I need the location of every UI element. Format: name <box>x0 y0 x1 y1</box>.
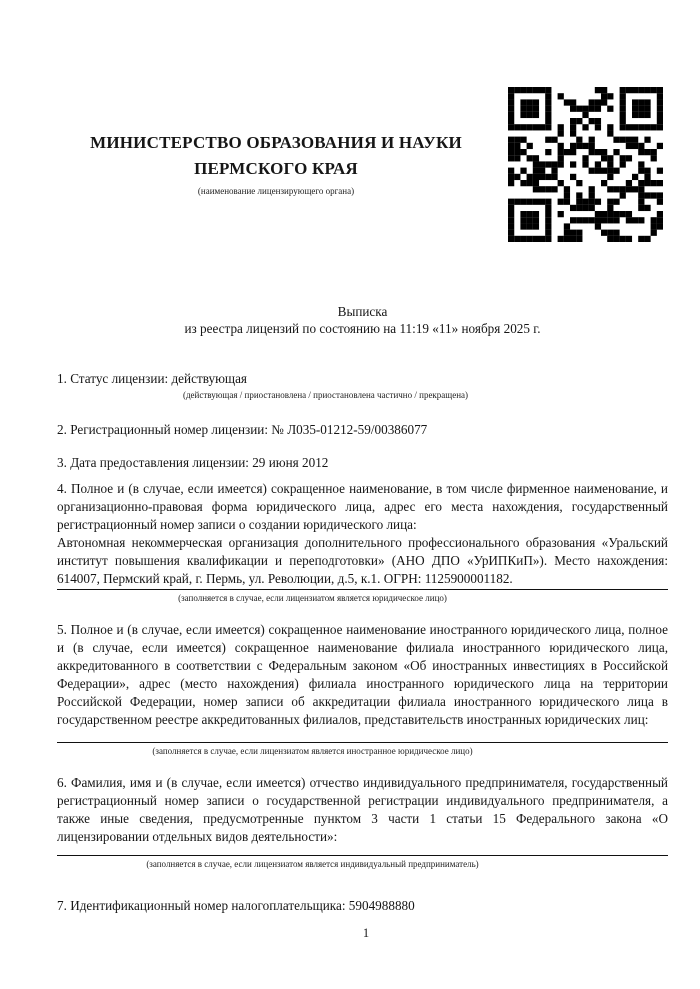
field-legal-entity <box>57 480 668 604</box>
individual-entrepreneur-label: 6. Фамилия, имя и (в случае, если имеется) отчество индивидуального предпринимателя, государственный регистрационный номер записи о государственной регистрации индивидуального предпринимателя, а также иные сведения, предусмотренные пунктом 3 части 1 статьи 15 Федерального закона «О лицензировании отдельных видов деятельности»: <box>57 775 668 844</box>
foreign-entity-underline <box>57 742 668 743</box>
legal-entity-caption: (заполняется в случае, если лицензиатом является юридическое лицо) <box>178 593 447 603</box>
legal-entity-label: 4. Полное и (в случае, если имеется) сокращенное наименование, в том числе фирменное наименование, и организационно-правовая форма юридического лица, адрес его места нахождения, государственный регистрационный номер записи о создании юридического лица: <box>57 481 668 532</box>
license-status-text: 1. Статус лицензии: действующая <box>57 371 248 386</box>
license-status-caption: (действующая / приостановлена / приостановлена частично / прекращена) <box>182 390 469 400</box>
field-foreign-entity <box>57 621 668 757</box>
field-grant-date <box>57 454 668 472</box>
field-registration-number <box>57 421 668 439</box>
grant-date-text: 3. Дата предоставления лицензии: 29 июня 2012 <box>57 455 329 470</box>
document-title-line1: Выписка <box>337 304 388 319</box>
field-individual-entrepreneur <box>57 774 668 870</box>
legal-entity-value: Автономная некоммерческая организация дополнительного профессионального образования «Уральский институт повышения квалификации и переподготовки» (АНО ДПО «УрИПКиП»). Место нахождения: 614007, Пермский край, г. Пермь, ул. Революции, д.5, к.1. ОГРН: 1125900001182. <box>57 535 668 586</box>
individual-entrepreneur-caption: (заполняется в случае, если лицензиатом является индивидуальный предприниматель) <box>146 859 479 869</box>
ministry-name-line1: МИНИСТЕРСТВО ОБРАЗОВАНИЯ И НАУКИ <box>90 133 462 152</box>
foreign-entity-label: 5. Полное и (в случае, если имеется) сокращенное наименование иностранного юридического лица, полное и (в случае, если имеется) сокращенное наименование филиала иностранного юридического лица, аккредитованного в соответствии с Федеральным законом «Об иностранных инвестициях в Российской Федерации», адрес (место нахождения) филиала иностранного юридического лица на территории Российской Федерации, номер записи об аккредитации филиала иностранного юридического лица в государственном реестре аккредитованных филиалов, представительств иностранных юридических лиц: <box>57 622 668 727</box>
ministry-header <box>40 130 512 197</box>
legal-entity-underline <box>57 589 668 590</box>
individual-entrepreneur-underline <box>57 855 668 856</box>
document-title-line2: из реестра лицензий по состоянию на 11:19 «11» ноября 2025 г. <box>184 321 541 336</box>
document-title <box>57 303 668 337</box>
registration-number-text: 2. Регистрационный номер лицензии: № Л035-01212-59/00386077 <box>57 422 428 437</box>
taxpayer-id-text: 7. Идентификационный номер налогоплательщика: 5904988880 <box>57 898 415 913</box>
ministry-caption: (наименование лицензирующего органа) <box>197 186 355 196</box>
qr-code-icon <box>508 87 663 242</box>
foreign-entity-caption: (заполняется в случае, если лицензиатом является иностранное юридическое лицо) <box>152 746 473 756</box>
ministry-name-line2: ПЕРМСКОГО КРАЯ <box>194 159 358 178</box>
field-license-status <box>57 370 668 401</box>
page-number: 1 <box>362 926 370 940</box>
field-taxpayer-id <box>57 897 668 915</box>
